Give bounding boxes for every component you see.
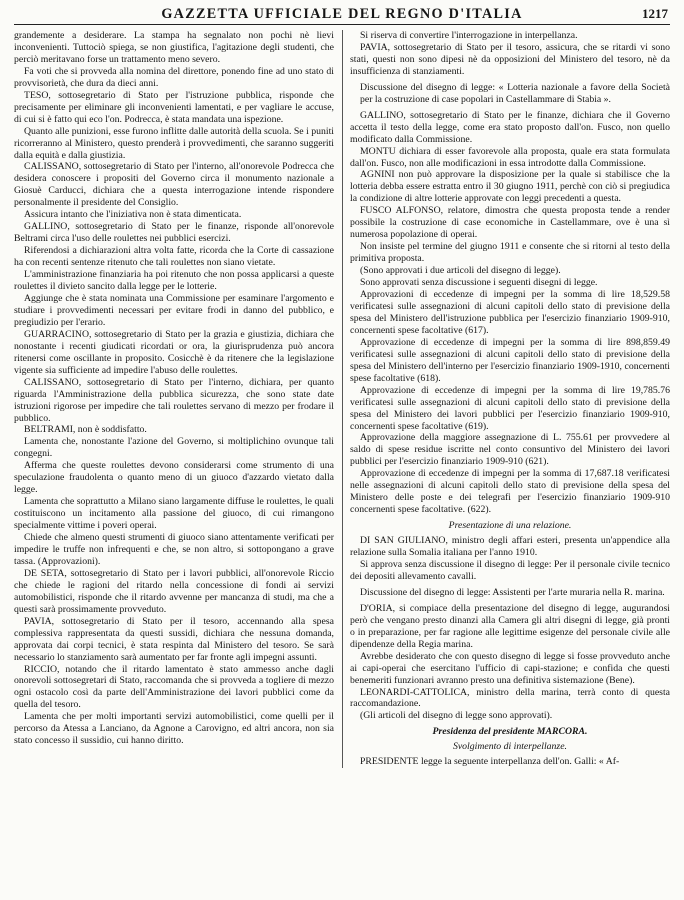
page-header (14, 6, 670, 25)
paragraph: DE SETA, sottosegretario di Stato per i lavori pubblici, all'onorevole Riccio che chiede le ragioni del ritardo nella concessione di fondi ai servizi automobilistici, risponde che il ritardo avvenne per mancanza di studi, ma che a questi sarà prossimamente provveduto. (14, 567, 334, 615)
paragraph: Riferendosi a dichiarazioni altra volta fatte, ricorda che la Corte di cassazione ha con recenti sentenze ritenuto che tali roulettes non siano vietate. (14, 245, 334, 269)
paragraph: RICCIO, notando che il ritardo lamentato è stato ammesso anche dagli onorevoli sottosegretari di Stato, raccomanda che si provveda a togliere di mezzo ogni ostacolo così da parte dell'Amministrazione dei lavori pubblici come da quella del tesoro. (14, 663, 334, 711)
presidency-heading (350, 726, 670, 738)
paragraph: Lamenta che per molti importanti servizi automobilistici, come quelli per il percorso da Atessa a Lanciano, da Agnone a Carovigno, ed altri ancora, non sia stato concesso il sussidio, cui hanno diritto. (14, 711, 334, 747)
paragraph: Lamenta che soprattutto a Milano siano largamente diffuse le roulettes, le quali costituiscono un incitamento alla passione del giuoco, di cui rimangono specialmente vittime i poveri operai. (14, 496, 334, 532)
paragraph: GALLINO, sottosegretario di Stato per le finanze, dichiara che il Governo accetta il testo della legge, come era stato proposto dall'on. Fusco, non quello modificato dalla Commissione. (350, 109, 670, 145)
paragraph: GUARRACINO, sottosegretario di Stato per la grazia e giustizia, dichiara che nonostante i recenti giudicati ricordati or ora, la giurisprudenza può ancora ritenersi come oscillante in proposito. Cosicchè è da ritenere che la legislazione vigente sia sufficiente ad impedire l'abuso delle roulettes. (14, 328, 334, 376)
column-divider (342, 30, 343, 768)
paragraph: Approvazione di eccedenze di impegni per la somma di lire 898,859.49 verificatesi sulle assegnazioni di alcuni capitoli dello stato di previsione della spesa del Ministero dell'interno per l'esercizio finanziario 1909-1910, concernenti spese facoltative (618). (350, 336, 670, 384)
paragraph: FUSCO ALFONSO, relatore, dimostra che questa proposta tende a render possibile la costruzione di case economiche in Castellammare, ove è una sì numerosa popolazione di operai. (350, 205, 670, 241)
paragraph: DI SAN GIULIANO, ministro degli affari esteri, presenta un'appendice alla relazione sulla Somalia italiana per l'anno 1910. (350, 535, 670, 559)
paragraph: (Gli articoli del disegno di legge sono approvati). (360, 710, 553, 722)
text-columns (14, 30, 670, 768)
paragraph: Si riserva di convertire l'interrogazione in interpellanza. (360, 30, 578, 41)
paragraph: Non insiste pel termine del giugno 1911 e consente che si ritorni al testo della primitiva proposta. (350, 241, 670, 265)
paragraph: grandemente a desiderare. La stampa ha segnalato non pochi nè lievi inconvenienti. Tuttociò spiega, se non giustifica, l'agitazione degli studenti, che perciò meritavano forse un trattamento meno severo. (14, 30, 334, 65)
section-heading-text: Presentazione di una relazione. (448, 520, 572, 532)
paragraph: Si approva senza discussione il disegno di legge: Per il personale civile tecnico dei depositi allevamento cavalli. (350, 558, 670, 582)
paragraph: Approvazioni di eccedenze di impegni per la somma di lire 18,529.58 verificatesi sulle assegnazioni di alcuni capitoli dello stato di previsione della spesa del Ministero dell'istruzione pubblica per l'esercizio finanziario 1909-910, concernenti spese facoltative (617). (350, 289, 670, 336)
paragraph: Approvazione di eccedenze di impegni per la somma di lire 19,785.76 verificatesi sulle assegnazioni di alcuni capitoli dello stato di previsione della spesa del Ministero dei lavori pubblici per l'esercizio finanziario 1909-910, concernenti spese facoltative (619). (350, 384, 670, 432)
right-column (350, 30, 670, 768)
paragraph: Avrebbe desiderato che con questo disegno di legge si fosse provveduto anche ai capi-operai che esercitano l'ufficio di capi-stazione; e confida che questi benemeriti funzionari avranno presto una definitiva sistemazione (Bene). (350, 650, 670, 686)
paragraph: Aggiunge che è stata nominata una Commissione per esaminare l'argomento e studiare i provvedimenti necessari per evitare frodi in danno del pubblico, e pregiudizio per l'erario. (14, 292, 334, 328)
paragraph: Fa voti che si provveda alla nomina del direttore, ponendo fine ad uno stato di provvisorietà, che dura da dieci anni. (14, 65, 334, 89)
paragraph: CALISSANO, sottosegretario di Stato per l'interno, dichiara, per quanto riguarda l'Amministrazione della pubblica sicurezza, che sono state date istruzioni rigorose per impedire che tali roulettes servano di mezzo per frodare il pubblico. (14, 376, 334, 424)
paragraph: CALISSANO, sottosegretario di Stato per l'interno, all'onorevole Podrecca che desidera conoscere i propositi del Governo circa il monumento nazionale a Giosuè Carducci, dichiara che a questa interrogazione intende rispondere personalmente il presidente del Consiglio. (14, 161, 334, 209)
paragraph: GALLINO, sottosegretario di Stato per le finanze, risponde all'onorevole Beltrami circa l'uso delle roulettes nei pubblici esercizi. (14, 221, 334, 245)
paragraph: (Sono approvati i due articoli del disegno di legge). (360, 265, 561, 277)
gazette-title: GAZZETTA UFFICIALE DEL REGNO D'ITALIA (161, 6, 523, 22)
paragraph: MONTU dichiara di esser favorevole alla proposta, quale era stata formulata dall'on. Fusco, non alle modificazioni in essa introdotte dalla Commissione. (350, 145, 670, 169)
paragraph: BELTRAMI, non è soddisfatto. (24, 424, 147, 436)
paragraph: Chiede che almeno questi strumenti di giuoco siano attentamente verificati per impedire le truffe non infrequenti e che, se non altro, si sottopongano a grave tassa. (Approvazioni). (14, 532, 334, 567)
paragraph: LEONARDI-CATTOLICA, ministro della marina, terrà conto di questa raccomandazione. (350, 686, 670, 710)
paragraph: Quanto alle punizioni, esse furono inflitte dalle autorità della scuola. Se i puniti ricorreranno al Ministero, questo prenderà i provvedimenti, che saranno suggeriti dalla equità e dalla giustizia. (14, 125, 334, 161)
paragraph: AGNINI non può approvare la disposizione per la quale si stabilisce che la lotteria debba essere estratta entro il 30 giugno 1911, perchè con ciò si pregiudica la condizione di altre lotterie approvate con leggi precedenti a questa. (350, 169, 670, 205)
paragraph: Lamenta che, nonostante l'azione del Governo, si moltiplichino ovunque tali congegni. (14, 436, 334, 460)
bill-discussion: Discussione del disegno di legge: Assistenti per l'arte muraria nella R. marina. (360, 586, 665, 598)
paragraph: Approvazione di eccedenze di impegni per la somma di 17,687.18 verificatesi nelle assegnazioni di alcuni capitoli dello stato di previsione della spesa del Ministero delle poste e dei telegrafi per l'esercizio finanziario 1909-910 concernenti spese facoltative. (622). (350, 468, 670, 516)
paragraph: Assicura intanto che l'iniziativa non è stata dimenticata. (24, 209, 242, 221)
paragraph: PAVIA, sottosegretario di Stato per il tesoro, accennando alla spesa complessiva rappresentata da questi sussidi, dichiara che nessuna domanda, approvata dai corpi tecnici, è stata respinta dal Ministero del tesoro. Se sarà necessario lo stanziamento sarà aumentato per far fronte agli impegni assunti. (14, 615, 334, 663)
section-heading (350, 520, 670, 532)
paragraph: Sono approvati senza discussione i seguenti disegni di legge. (360, 277, 598, 289)
paragraph: Afferma che queste roulettes devono considerarsi come strumento di una speculazione fraudolenta o quanto meno di un giuoco d'azzardo vietato dalla legge. (14, 460, 334, 496)
paragraph: TESO, sottosegretario di Stato per l'istruzione pubblica, risponde che precisamente per eliminare gli inconvenienti lamentati, e per vagliare le accuse, di cui si è fatto qui eco l'on. Podrecca, è stata mandata una ispezione. (14, 89, 334, 125)
section-heading (350, 741, 670, 753)
paragraph: Approvazione della maggiore assegnazione di L. 755.61 per provvedere al saldo di spese residue iscritte nel conto consuntivo del Ministero dei lavori pubblici per l'esercizio finanziario 1909-910 (621). (350, 432, 670, 468)
paragraph: PAVIA, sottosegretario di Stato per il tesoro, assicura, che se ritardi vi sono stati, questi non sono dipesi nè da opposizioni del Ministero del tesoro, nè da insufficienza di stanziamenti. (350, 41, 670, 77)
presidency-heading-text: Presidenza del presidente MARCORA. (432, 726, 588, 738)
section-heading-text: Svolgimento di interpellanze. (452, 741, 567, 753)
paragraph: PRESIDENTE legge la seguente interpellanza dell'on. Galli: « Af- (360, 756, 620, 768)
paragraph: L'amministrazione finanziaria ha poi ritenuto che non possa applicarsi a queste roulettes il divieto sancito dalla legge per le lotterie. (14, 269, 334, 293)
page-number: 1217 (642, 6, 668, 21)
bill-discussion: Discussione del disegno di legge: « Lotteria nazionale a favore della Società per la costruzione di case popolari in Castellammare di Stabia ». (360, 81, 670, 105)
left-column (14, 30, 334, 768)
paragraph: D'ORIA, si compiace della presentazione del disegno di legge, augurandosi però che vengano presto dinanzi alla Camera gli altri disegni di legge, già pronti o in preparazione, per far ragione alle legittime esigenze del personale civile alle dipendenze della Regia marina. (350, 602, 670, 650)
